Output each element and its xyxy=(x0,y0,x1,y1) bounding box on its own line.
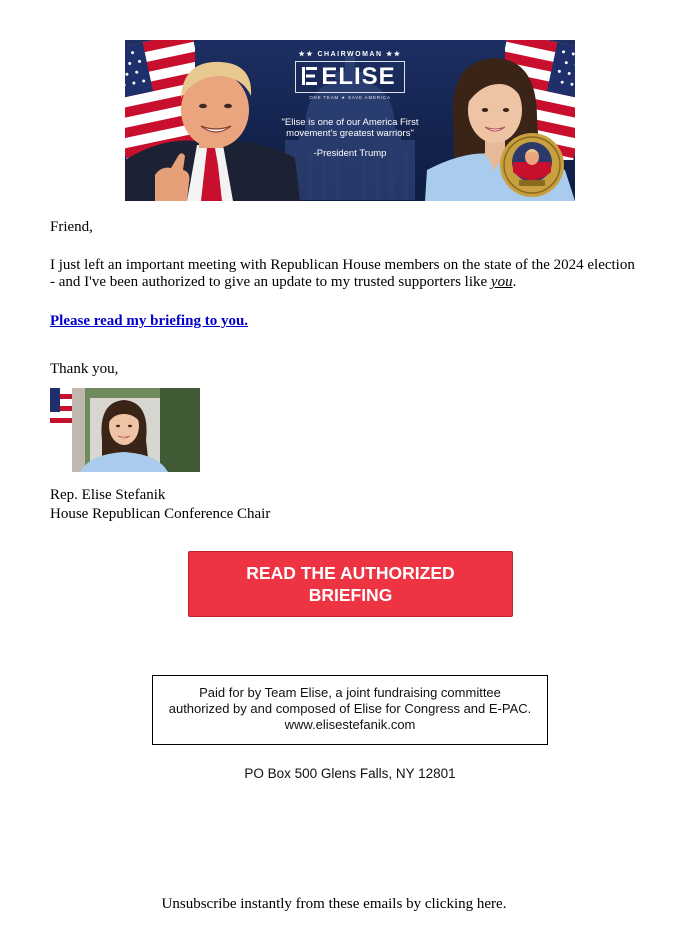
banner-kicker: ★★ CHAIRWOMAN ★★ xyxy=(298,51,402,58)
banner-quote xyxy=(275,118,425,160)
quote-text: "Elise is one of our America First movement's greatest warriors" xyxy=(281,117,419,139)
signature-title: House Republican Conference Chair xyxy=(50,506,271,522)
signature-photo xyxy=(50,388,200,472)
intro-end: . xyxy=(512,274,517,290)
signature-name: Rep. Elise Stefanik xyxy=(50,487,166,503)
greeting: Friend, xyxy=(50,219,93,235)
intro-paragraph xyxy=(50,257,640,291)
unsubscribe-link[interactable]: Unsubscribe instantly from these emails by clicking here. xyxy=(161,896,507,912)
header-banner xyxy=(125,40,575,201)
quote-attribution: -President Trump xyxy=(313,148,387,159)
man-portrait-image xyxy=(125,40,300,201)
signature-portrait-image xyxy=(50,388,200,472)
brand-logo xyxy=(275,48,425,101)
mailing-address: PO Box 500 Glens Falls, NY 12801 xyxy=(244,766,456,781)
intro-emphasis: you xyxy=(490,274,513,290)
banner-tagline: ONE TEAM ★ SAVE AMERICA xyxy=(309,95,391,100)
stripes-e-icon xyxy=(302,67,317,85)
brand-name: ELISE xyxy=(321,63,396,90)
read-briefing-link[interactable]: Please read my briefing to you. xyxy=(50,313,249,329)
brand-name-box xyxy=(295,61,404,93)
official-team-trump-seal-icon xyxy=(499,132,565,198)
intro-text: I just left an important meeting with Republican House members on the state of the 2024 election - and I've been authorized to give an update to my trusted supporters like xyxy=(50,257,635,290)
closing-text: Thank you, xyxy=(50,361,119,377)
paid-for-disclaimer: Paid for by Team Elise, a joint fundraising committee authorized by and composed of Elise for Congress and E-PAC. www.elisestefanik.com xyxy=(152,675,548,745)
brand-name-wrap xyxy=(302,63,395,90)
read-authorized-briefing-button[interactable]: READ THE AUTHORIZED BRIEFING xyxy=(188,551,513,617)
